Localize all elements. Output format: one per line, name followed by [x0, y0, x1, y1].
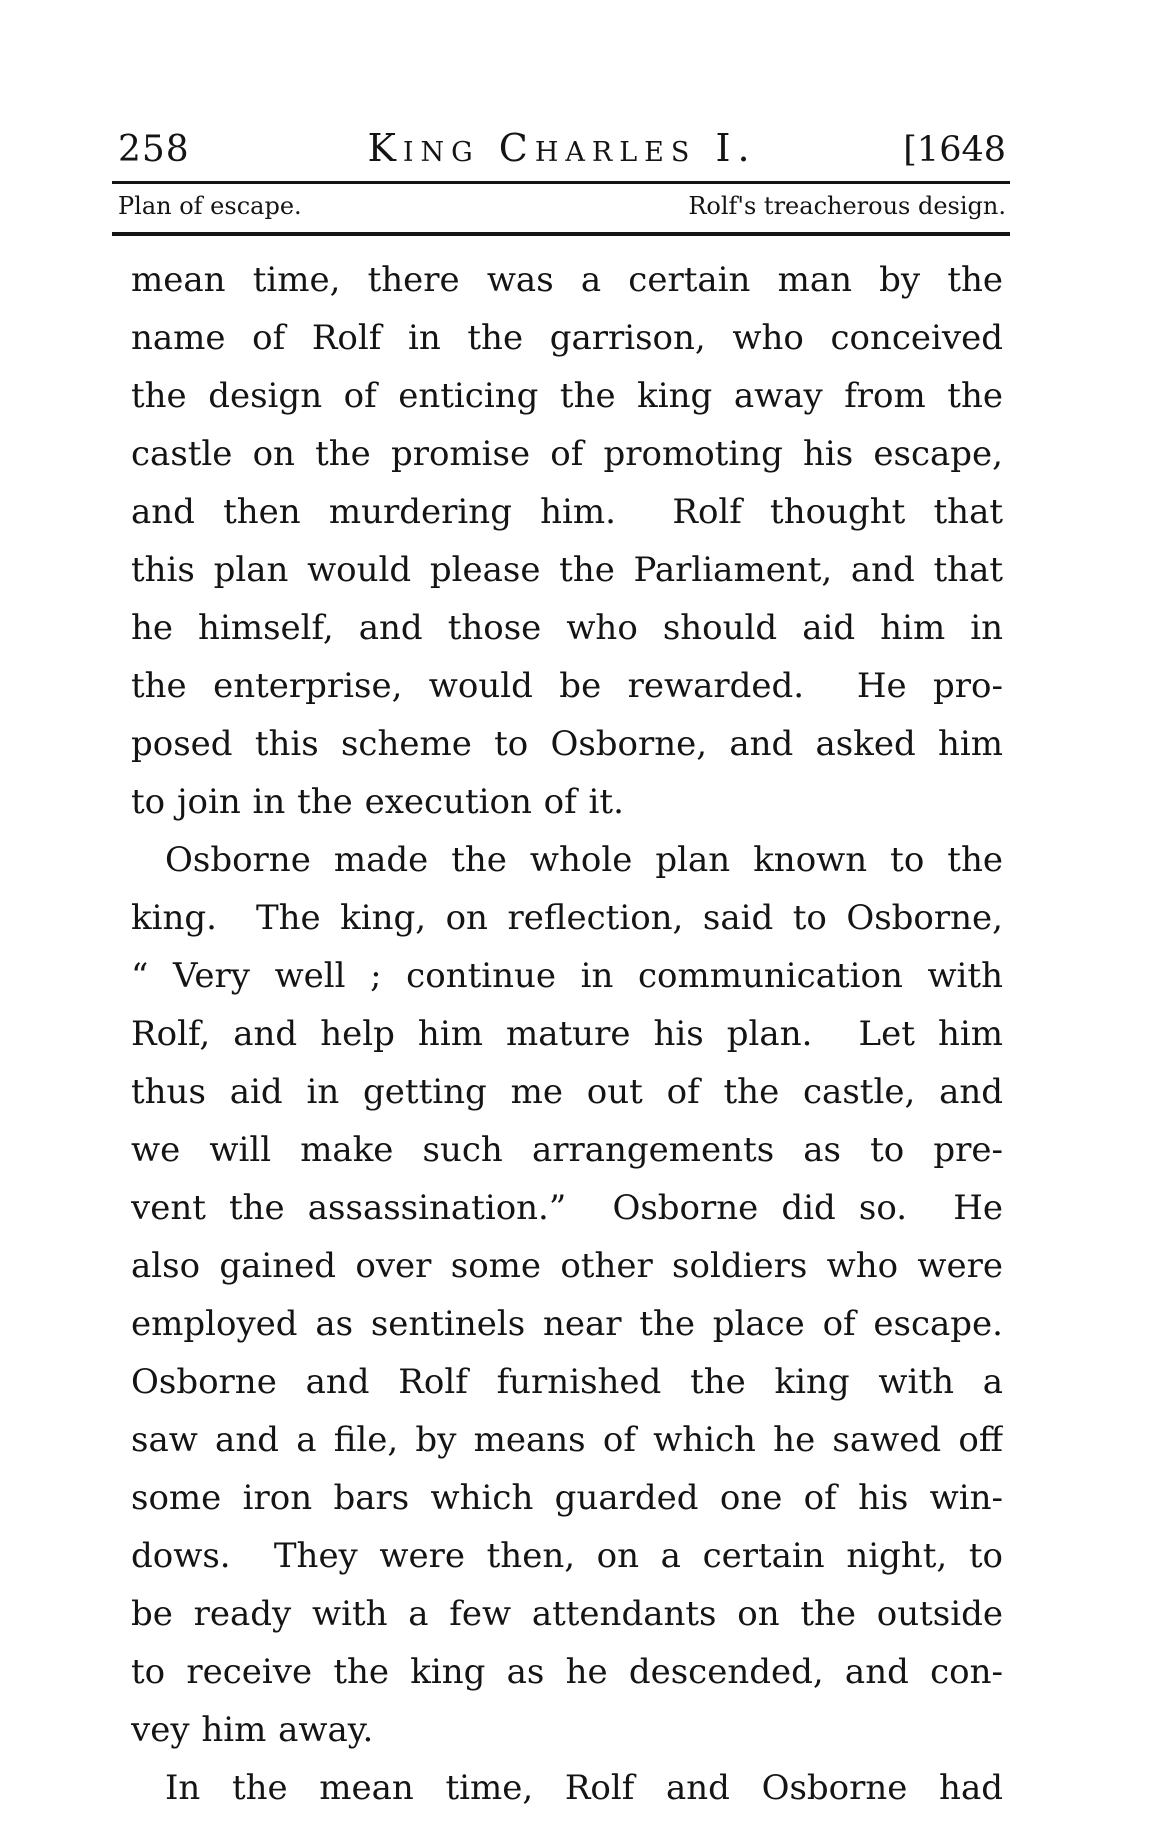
text-line: this plan would please the Parliament, and that: [131, 550, 1003, 590]
text-line: Rolf, and help him mature his plan. Let him: [131, 1014, 1003, 1054]
margin-note-right: Rolf's treacherous design.: [688, 192, 1006, 220]
text-line: we will make such arrangements as to pre-: [131, 1130, 1003, 1170]
body-text: [131, 251, 1003, 1817]
margin-notes-rule: [112, 232, 1010, 236]
text-line: king. The king, on reflection, said to Osborne,: [131, 898, 1003, 938]
text-line: vent the assassination.” Osborne did so. He: [131, 1188, 1003, 1228]
text-line: In the mean time, Rolf and Osborne had: [165, 1768, 1003, 1808]
text-line: Osborne made the whole plan known to the: [165, 840, 1003, 880]
text-line: the design of enticing the king away from the: [131, 376, 1003, 416]
text-line: name of Rolf in the garrison, who conceived: [131, 318, 1003, 358]
header-rule: [112, 181, 1010, 184]
text-line: vey him away.: [131, 1710, 374, 1750]
text-line: mean time, there was a certain man by the: [131, 260, 1003, 300]
text-line: also gained over some other soldiers who were: [131, 1246, 1003, 1286]
text-line: the enterprise, would be rewarded. He pro-: [131, 666, 1003, 706]
text-line: posed this scheme to Osborne, and asked him: [131, 724, 1003, 764]
text-line: he himself, and those who should aid him in: [131, 608, 1003, 648]
margin-note-left: Plan of escape.: [118, 192, 302, 220]
running-title: King Charles I.: [367, 126, 757, 170]
text-line: Osborne and Rolf furnished the king with a: [131, 1362, 1003, 1402]
text-line: and then murdering him. Rolf thought that: [131, 492, 1003, 532]
text-line: some iron bars which guarded one of his win-: [131, 1478, 1003, 1518]
text-line: employed as sentinels near the place of escape.: [131, 1304, 1003, 1344]
text-line: to join in the execution of it.: [131, 782, 624, 822]
page-number: 258: [118, 129, 190, 170]
edition-year: [1648: [903, 130, 1006, 170]
text-line: to receive the king as he descended, and con-: [131, 1652, 1003, 1692]
text-line: castle on the promise of promoting his escape,: [131, 434, 1003, 474]
text-line: thus aid in getting me out of the castle, and: [131, 1072, 1003, 1112]
text-line: dows. They were then, on a certain night, to: [131, 1536, 1003, 1576]
margin-notes-row: [118, 192, 1006, 220]
text-line: “ Very well ; continue in communication with: [131, 956, 1003, 996]
text-line: saw and a file, by means of which he sawed off: [131, 1420, 1003, 1460]
running-head: [118, 126, 1006, 170]
text-line: be ready with a few attendants on the outside: [131, 1594, 1003, 1634]
